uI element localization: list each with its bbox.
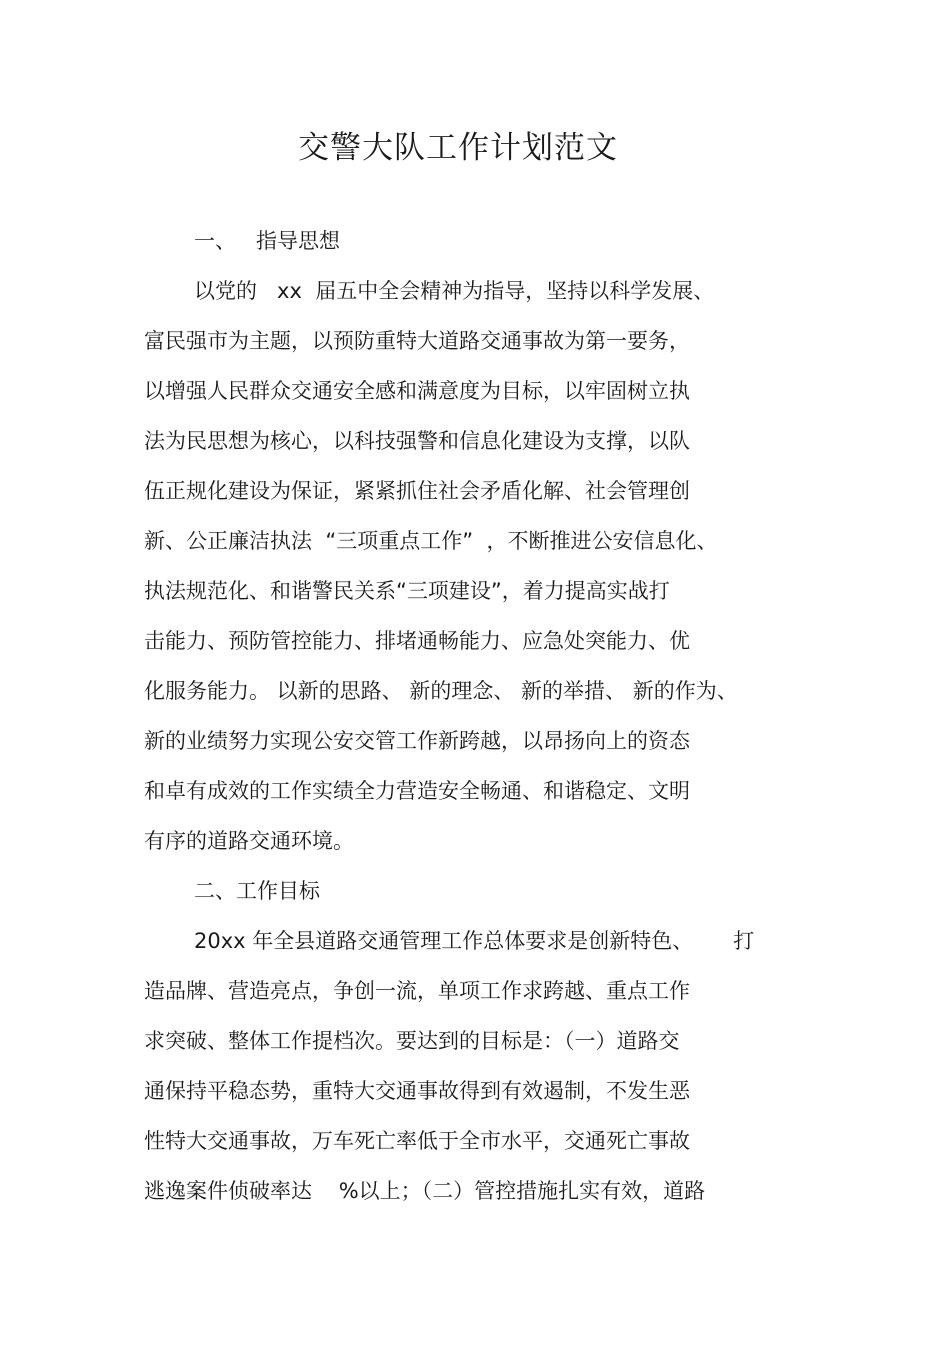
document-title: 交警大队工作计划范文 [298,130,618,166]
paragraph-line: 新的业绩努力实现公安交管工作新跨越，以昂扬向上的资态 [144,729,690,753]
paragraph-line: 逃逸案件侦破率达 %以上；（二）管控措施扎实有效，道路 [144,1179,706,1203]
paragraph-line: 化服务能力。 以新的思路、 新的理念、 新的举措、 新的作为、 [144,679,738,703]
paragraph-line: 新、公正廉洁执法 “三项重点工作” ，不断推进公安信息化、 [144,529,718,553]
paragraph-line: 通保持平稳态势，重特大交通事故得到有效遏制，不发生恶 [144,1079,690,1103]
paragraph-line: 有序的道路交通环境。 [144,829,354,853]
section-heading-1: 一、 指导思想 [194,229,341,253]
paragraph-line: 执法规范化、和谐警民关系“三项建设”，着力提高实战打 [144,579,670,603]
paragraph-line: 20xx 年全县道路交通管理工作总体要求是创新特色、 打 [194,929,755,953]
section-heading-2: 二、工作目标 [194,879,320,903]
paragraph-line: 性特大交通事故，万车死亡率低于全市水平，交通死亡事故 [144,1129,690,1153]
paragraph-line: 和卓有成效的工作实绩全力营造安全畅通、和谐稳定、文明 [144,779,690,803]
paragraph-line: 求突破、整体工作提档次。要达到的目标是：（一）道路交 [144,1029,680,1053]
paragraph-line: 法为民思想为核心，以科技强警和信息化建设为支撑，以队 [144,429,690,453]
paragraph-line: 造品牌、营造亮点，争创一流，单项工作求跨越、重点工作 [144,979,690,1003]
paragraph-line: 击能力、预防管控能力、排堵通畅能力、应急处突能力、优 [144,629,690,653]
paragraph-line: 伍正规化建设为保证，紧紧抓住社会矛盾化解、社会管理创 [144,479,690,503]
paragraph-line: 富民强市为主题，以预防重特大道路交通事故为第一要务， [144,329,690,353]
paragraph-line: 以党的 xx 届五中全会精神为指导，坚持以科学发展、 [194,279,715,303]
paragraph-line: 以增强人民群众交通安全感和满意度为目标，以牢固树立执 [144,379,690,403]
